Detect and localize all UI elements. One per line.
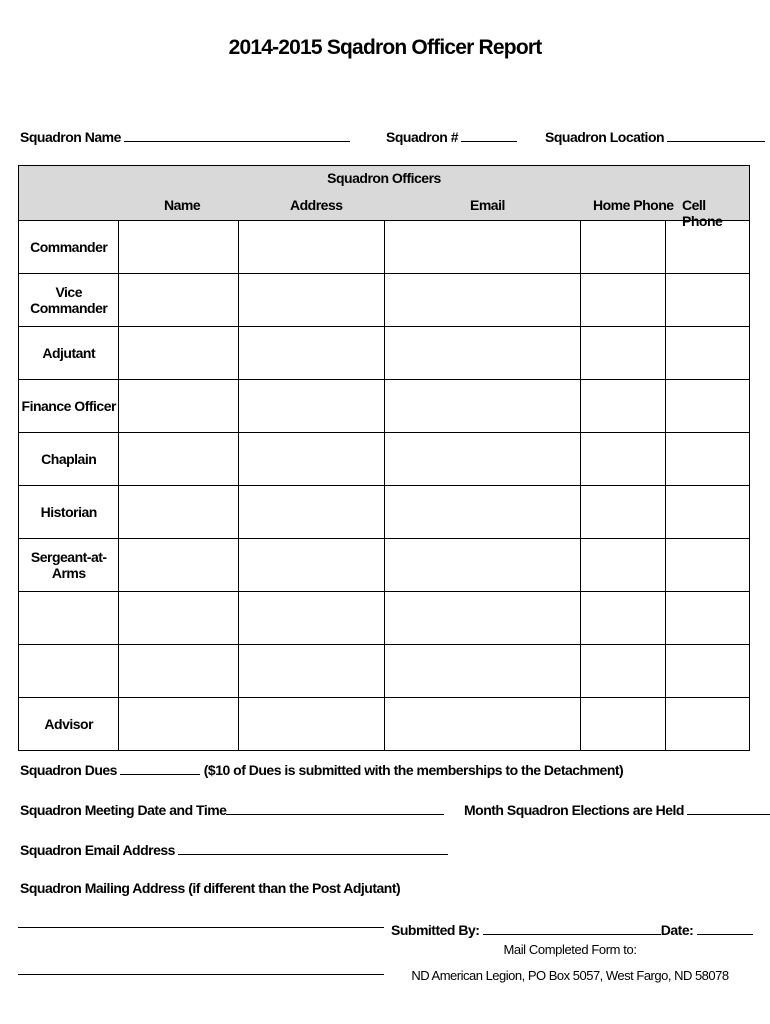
officer-cell-address[interactable] [239,221,384,274]
col-cell-phone: Cell Phone [682,197,723,229]
officer-cell-home-phone[interactable] [581,327,666,380]
officer-cell-home-phone[interactable] [581,539,666,592]
officer-cell-cell-phone[interactable] [666,327,750,380]
mailing-line-2[interactable] [18,974,384,975]
squadron-name-label: Squadron Name [20,129,121,145]
meeting-field[interactable] [20,800,444,818]
squadron-number-line[interactable] [461,127,517,142]
email-line[interactable] [178,840,448,855]
officer-role-label: Adjutant [19,327,119,380]
table-header [19,166,750,229]
officer-role-label: Advisor [19,698,119,751]
officer-role-label: Finance Officer [19,380,119,433]
officer-cell-cell-phone[interactable] [666,274,750,327]
officer-cell-cell-phone[interactable] [666,698,750,751]
officer-cell-email[interactable] [384,539,581,592]
email-field[interactable] [20,840,448,858]
officer-cell-address[interactable] [239,645,384,698]
officer-cell-cell-phone[interactable] [666,539,750,592]
table-caption: Squadron Officers [327,170,441,186]
officer-cell-name[interactable] [119,486,239,539]
officer-cell-email[interactable] [384,221,581,274]
officer-cell-email[interactable] [384,645,581,698]
officer-cell-email[interactable] [384,698,581,751]
officer-cell-home-phone[interactable] [581,592,666,645]
mailing-address: ND American Legion, PO Box 5057, West Fargo, ND 58078 [411,968,729,983]
officer-cell-home-phone[interactable] [581,698,666,751]
table-row [19,433,750,486]
squadron-location-label: Squadron Location [545,129,665,145]
officer-cell-email[interactable] [384,380,581,433]
elections-line[interactable] [687,800,770,815]
officer-cell-home-phone[interactable] [581,221,666,274]
officer-cell-address[interactable] [239,380,384,433]
col-email: Email [470,197,505,213]
page-title: 2014-2015 Sqadron Officer Report [228,36,542,59]
table-row [19,698,750,751]
table-row [19,380,750,433]
dues-field[interactable] [20,760,623,778]
officer-cell-email[interactable] [384,274,581,327]
officer-cell-cell-phone[interactable] [666,486,750,539]
officer-cell-name[interactable] [119,433,239,486]
officer-role-label: Commander [19,221,119,274]
officer-cell-home-phone[interactable] [581,645,666,698]
email-label: Squadron Email Address [20,842,175,858]
dues-note: ($10 of Dues is submitted with the memberships to the Detachment) [203,762,624,778]
officer-cell-name[interactable] [119,274,239,327]
officer-cell-name[interactable] [119,592,239,645]
squadron-name-line[interactable] [124,127,350,142]
dues-label: Squadron Dues [20,762,117,778]
mail-to-label: Mail Completed Form to: [503,942,637,957]
col-name: Name [164,197,201,213]
officers-table [18,165,750,751]
officer-role-label: Chaplain [19,433,119,486]
table-row [19,486,750,539]
squadron-location-line[interactable] [667,127,765,142]
submitted-by-field[interactable] [391,920,753,938]
officer-rows [19,221,750,751]
table-row [19,221,750,274]
table-row [19,539,750,592]
mailing-address-label: Squadron Mailing Address (if different than the Post Adjutant) [20,880,401,896]
elections-label: Month Squadron Elections are Held [464,802,684,818]
col-home-phone: Home Phone [593,197,674,213]
officer-role-label: Historian [19,486,119,539]
officer-cell-home-phone[interactable] [581,380,666,433]
squadron-name-field[interactable] [20,127,350,145]
officer-cell-address[interactable] [239,486,384,539]
officer-cell-address[interactable] [239,698,384,751]
officer-cell-cell-phone[interactable] [666,645,750,698]
officer-cell-name[interactable] [119,380,239,433]
col-address: Address [290,197,343,213]
officer-cell-address[interactable] [239,274,384,327]
officer-role-label [19,592,119,645]
officer-cell-email[interactable] [384,486,581,539]
officer-cell-cell-phone[interactable] [666,433,750,486]
officer-cell-address[interactable] [239,433,384,486]
dues-line[interactable] [120,760,200,775]
officer-role-label: Vice Commander [19,274,119,327]
table-row [19,592,750,645]
officer-role-label: Sergeant-at-Arms [19,539,119,592]
officer-cell-home-phone[interactable] [581,486,666,539]
officer-cell-email[interactable] [384,592,581,645]
officer-cell-name[interactable] [119,221,239,274]
meeting-line[interactable] [226,800,444,815]
officer-cell-name[interactable] [119,539,239,592]
officer-role-label [19,645,119,698]
officer-cell-name[interactable] [119,698,239,751]
officer-cell-home-phone[interactable] [581,433,666,486]
officer-cell-email[interactable] [384,327,581,380]
table-row [19,327,750,380]
officer-cell-address[interactable] [239,592,384,645]
officer-cell-name[interactable] [119,645,239,698]
officer-cell-address[interactable] [239,327,384,380]
meeting-label: Squadron Meeting Date and Time [20,802,227,818]
mailing-line-1[interactable] [18,927,384,928]
date-line[interactable] [697,920,753,935]
date-label: Date: [660,922,694,938]
officer-cell-email[interactable] [384,433,581,486]
submitted-by-label: Submitted By: [391,922,480,938]
officer-cell-cell-phone[interactable] [666,592,750,645]
squadron-location-field[interactable] [545,127,765,145]
squadron-number-field[interactable] [386,127,517,145]
elections-field[interactable] [464,800,770,818]
submitted-by-line[interactable] [483,920,661,935]
officer-cell-home-phone[interactable] [581,274,666,327]
officer-cell-cell-phone[interactable] [666,380,750,433]
officer-cell-name[interactable] [119,327,239,380]
table-row [19,645,750,698]
table-row [19,274,750,327]
officer-cell-address[interactable] [239,539,384,592]
squadron-number-label: Squadron # [386,129,459,145]
